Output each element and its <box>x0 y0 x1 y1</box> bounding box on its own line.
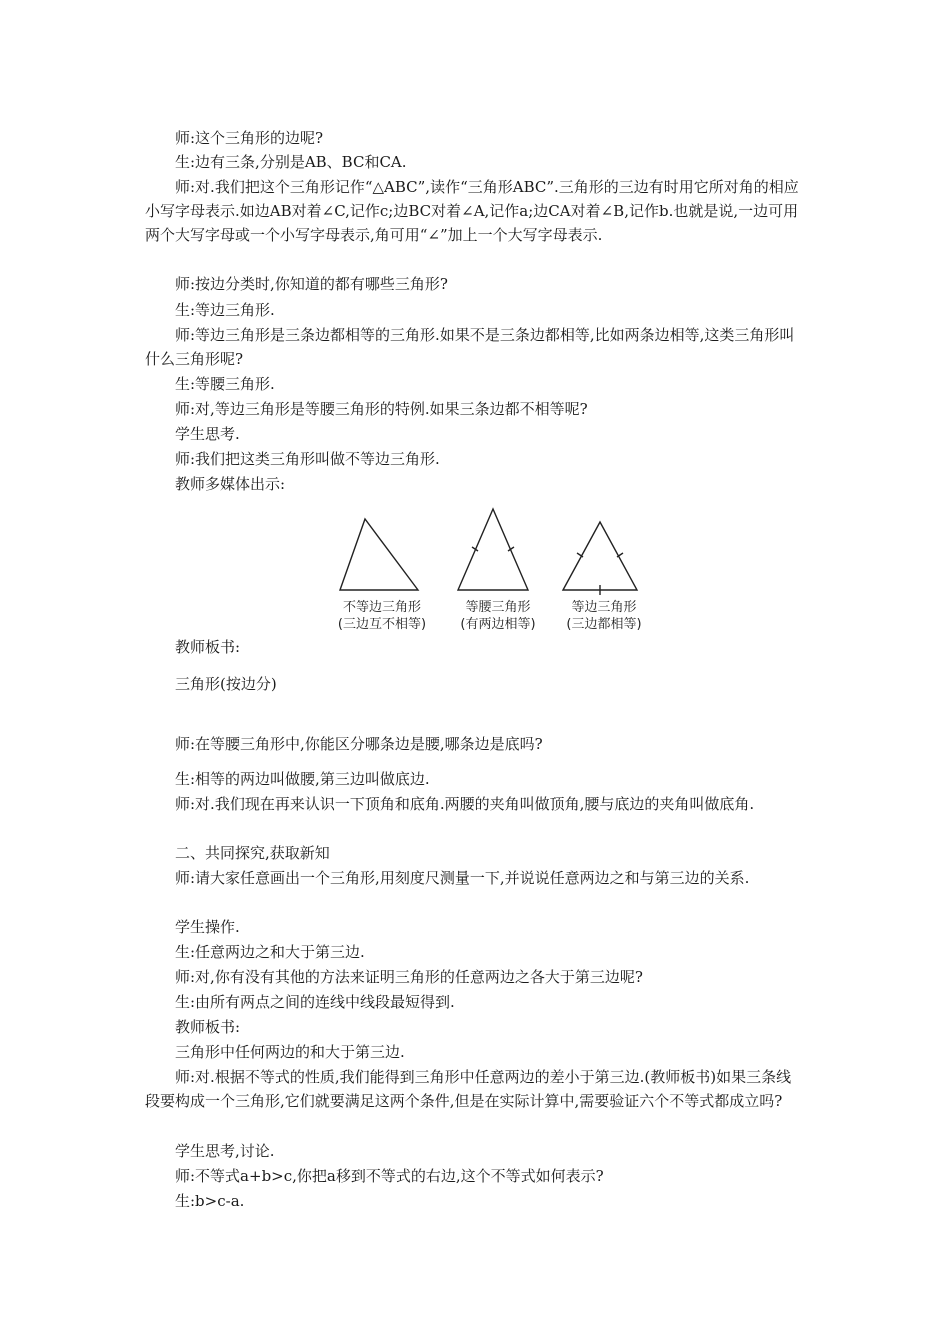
caption-note: (三边互不相等) <box>337 617 427 632</box>
triangle-classification-figure <box>325 505 665 635</box>
paragraph: 学生思考,讨论. <box>175 1142 275 1160</box>
scalene-triangle <box>340 519 418 590</box>
paragraph: 生:任意两边之和大于第三边. <box>175 943 365 961</box>
caption-title: 等腰三角形 <box>465 600 531 615</box>
paragraph: 三角形(按边分) <box>175 675 277 693</box>
paragraph: 师:对,你有没有其他的方法来证明三角形的任意两边之各大于第三边呢? <box>175 968 643 986</box>
caption-note: (三边都相等) <box>566 617 642 632</box>
paragraph: 生:等边三角形. <box>175 301 275 319</box>
isosceles-triangle <box>458 509 528 590</box>
section-heading: 二、共同探究,获取新知 <box>175 844 330 862</box>
caption-title: 不等边三角形 <box>342 600 421 615</box>
paragraph: 教师板书: <box>175 638 241 656</box>
paragraph: 师:对.我们现在再来认识一下顶角和底角.两腰的夹角叫做顶角,腰与底边的夹角叫做底角. <box>175 795 755 813</box>
paragraph: 生:等腰三角形. <box>175 375 275 393</box>
paragraph: 师:对.根据不等式的性质,我们能得到三角形中任意两边的差小于第三边.(教师板书)如果三条线段要构成一个三角形,它们就要满足这两个条件,但是在实际计算中,需要验证六个不等式都成立吗? <box>145 1068 792 1110</box>
paragraph: 学生操作. <box>175 918 240 936</box>
paragraph: 师:请大家任意画出一个三角形,用刻度尺测量一下,并说说任意两边之和与第三边的关系. <box>175 869 750 887</box>
equilateral-triangle <box>563 522 637 590</box>
paragraph: 师:我们把这类三角形叫做不等边三角形. <box>175 450 440 468</box>
paragraph: 生:b>c-a. <box>175 1192 245 1210</box>
isosceles-caption <box>443 599 553 633</box>
paragraph: 教师板书: <box>175 1018 241 1036</box>
equilateral-caption <box>549 599 659 633</box>
triangles-drawing <box>325 505 665 600</box>
paragraph: 师:对,等边三角形是等腰三角形的特例.如果三条边都不相等呢? <box>175 400 588 418</box>
paragraph: 师:这个三角形的边呢? <box>175 129 324 147</box>
paragraph: 生:由所有两点之间的连线中线段最短得到. <box>175 993 455 1011</box>
paragraph: 师:在等腰三角形中,你能区分哪条边是腰,哪条边是底吗? <box>175 735 543 753</box>
paragraph: 师:不等式a+b>c,你把a移到不等式的右边,这个不等式如何表示? <box>175 1167 604 1185</box>
paragraph: 师:对.我们把这个三角形记作“△ABC”,读作“三角形ABC”.三角形的三边有时用它所对角的相应小写字母表示.如边AB对着∠C,记作c;边BC对着∠A,记作a;边CA对着∠B,记作b.也就是说,一边可用两个大写字母或一个小写字母表示,角可用“∠”加上一个大写字母表示. <box>145 178 799 244</box>
paragraph: 教师多媒体出示: <box>175 475 286 493</box>
paragraph: 师:等边三角形是三条边都相等的三角形.如果不是三条边都相等,比如两条边相等,这类三角形叫什么三角形呢? <box>145 326 795 368</box>
caption-note: (有两边相等) <box>460 617 536 632</box>
scalene-caption <box>327 599 437 633</box>
paragraph: 学生思考. <box>175 425 240 443</box>
paragraph: 生:相等的两边叫做腰,第三边叫做底边. <box>175 770 430 788</box>
caption-title: 等边三角形 <box>571 600 637 615</box>
paragraph: 三角形中任何两边的和大于第三边. <box>175 1043 405 1061</box>
paragraph: 生:边有三条,分别是AB、BC和CA. <box>175 153 407 171</box>
paragraph: 师:按边分类时,你知道的都有哪些三角形? <box>175 275 448 293</box>
